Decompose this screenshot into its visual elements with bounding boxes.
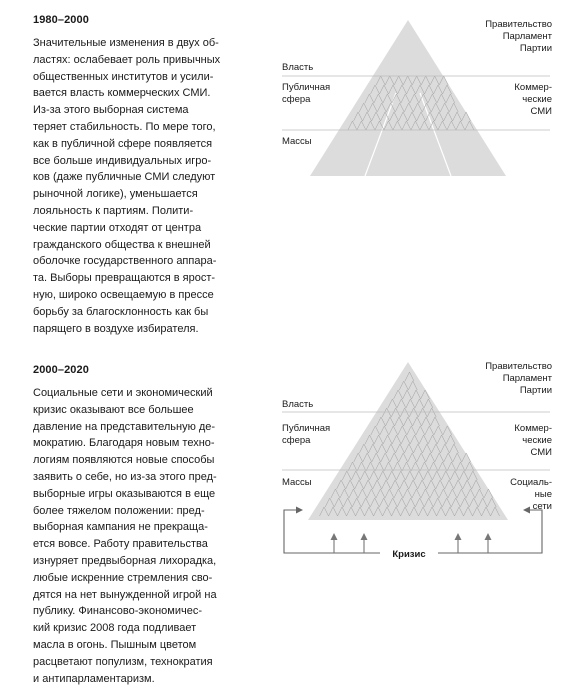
label-power: Власть [282, 399, 314, 410]
label-parties: Партии [519, 385, 552, 396]
section-paragraph [33, 385, 245, 687]
label-commercial-media-1: Коммер- [514, 82, 552, 93]
paragraph-line: лояльность к партиям. Полити- [33, 204, 194, 217]
section-paragraph [33, 35, 245, 337]
paragraph-line: ную, широко освещаемую в прессе [33, 288, 214, 301]
label-government: Правительство [485, 361, 552, 372]
label-public-sphere-2: сфера [282, 94, 311, 105]
label-commercial-media-3: СМИ [530, 447, 552, 458]
paragraph-line: гражданского общества к внешней [33, 238, 211, 251]
paragraph-line: вается власть коммерческих СМИ. [33, 87, 211, 100]
label-power: Власть [282, 62, 314, 73]
label-social-networks-2: ные [534, 489, 552, 500]
paragraph-line: борьбу за благосклонность как бы [33, 305, 209, 318]
paragraph-line: все больше индивидуальных игро- [33, 154, 212, 167]
label-parliament: Парламент [502, 31, 552, 42]
pyramid-shape [308, 362, 508, 520]
paragraph-line: ков (даже публичные СМИ следуют [33, 171, 216, 184]
paragraph-line: теряет стабильность. По мере того, [33, 120, 216, 133]
paragraph-line: Социальные сети и экономический [33, 387, 213, 399]
period-heading: 2000–2020 [33, 364, 89, 376]
pyramid-diagram-1980-2000 [270, 18, 555, 198]
pyramid-diagram-2000-2020 [270, 360, 555, 560]
label-public-sphere-1: Публичная [282, 423, 331, 434]
paragraph-line: Значительные изменения в двух об- [33, 37, 219, 49]
label-parties: Партии [519, 43, 552, 54]
period-heading: 1980–2000 [33, 14, 89, 26]
label-masses: Массы [282, 136, 312, 147]
label-commercial-media-3: СМИ [530, 106, 552, 117]
label-social-networks-1: Социаль- [510, 477, 552, 488]
label-social-networks-3: сети [532, 501, 552, 512]
arrow-head-icon [455, 533, 462, 540]
paragraph-line: кий кризис 2008 года подливает [33, 622, 197, 635]
paragraph-line: изнуряет предвыборная лихорадка, [33, 554, 217, 567]
arrow-head-icon [485, 533, 492, 540]
paragraph-line: общественных институтов и усили- [33, 70, 214, 83]
arrow-head-icon [523, 507, 530, 514]
label-commercial-media-2: ческие [522, 435, 552, 446]
label-masses: Массы [282, 477, 312, 488]
paragraph-line: кризис оказывают все большее [33, 403, 194, 416]
paragraph-line: ластях: ослабевает роль привычных [33, 53, 221, 66]
label-public-sphere-2: сфера [282, 435, 311, 446]
label-commercial-media-1: Коммер- [514, 423, 552, 434]
paragraph-line: любые искренние стремления сво- [33, 571, 213, 584]
pyramid-shape [310, 20, 506, 176]
label-government: Правительство [485, 19, 552, 30]
paragraph-line: Из-за этого выборная система [33, 104, 189, 117]
paragraph-line: заявить о себе, но из-за этого пред- [33, 470, 217, 483]
paragraph-line: мократию. Благодаря новым техно- [33, 437, 215, 450]
paragraph-line: как в публичной сфере появляется [33, 137, 213, 150]
arrow-head-icon [296, 507, 303, 514]
label-commercial-media-2: ческие [522, 94, 552, 105]
paragraph-line: парящего в воздухе избирателя. [33, 322, 199, 335]
paragraph-line: рыночной логике), уменьшается [33, 188, 198, 201]
paragraph-line: выборная кампания не прекраща- [33, 521, 208, 534]
paragraph-line: более тяжелом положении: пред- [33, 504, 205, 517]
paragraph-line: расцветают популизм, технократия [33, 655, 213, 668]
paragraph-line: давление на представительную де- [33, 420, 216, 433]
paragraph-line: публику. Финансово-экономичес- [33, 605, 202, 618]
paragraph-line: масла в огонь. Пышным цветом [33, 638, 197, 651]
paragraph-line: ческие партии отходят от центра [33, 221, 202, 234]
paragraph-line: ется вовсе. Работу правительства [33, 538, 208, 551]
label-public-sphere-1: Публичная [282, 82, 331, 93]
paragraph-line: та. Выборы превращаются в ярост- [33, 272, 216, 285]
paragraph-line: выборные игры оказываются в еще [33, 487, 216, 500]
arrow-head-icon [331, 533, 338, 540]
label-parliament: Парламент [502, 373, 552, 384]
paragraph-line: логиям появляются новые способы [33, 454, 215, 467]
paragraph-line: и антипарламентаризм. [33, 672, 155, 685]
paragraph-line: оболочке государственного аппара- [33, 255, 217, 268]
paragraph-line: дятся на нет вынужденной игрой на [33, 588, 217, 601]
arrow-head-icon [361, 533, 368, 540]
label-crisis: Кризис [392, 549, 426, 560]
